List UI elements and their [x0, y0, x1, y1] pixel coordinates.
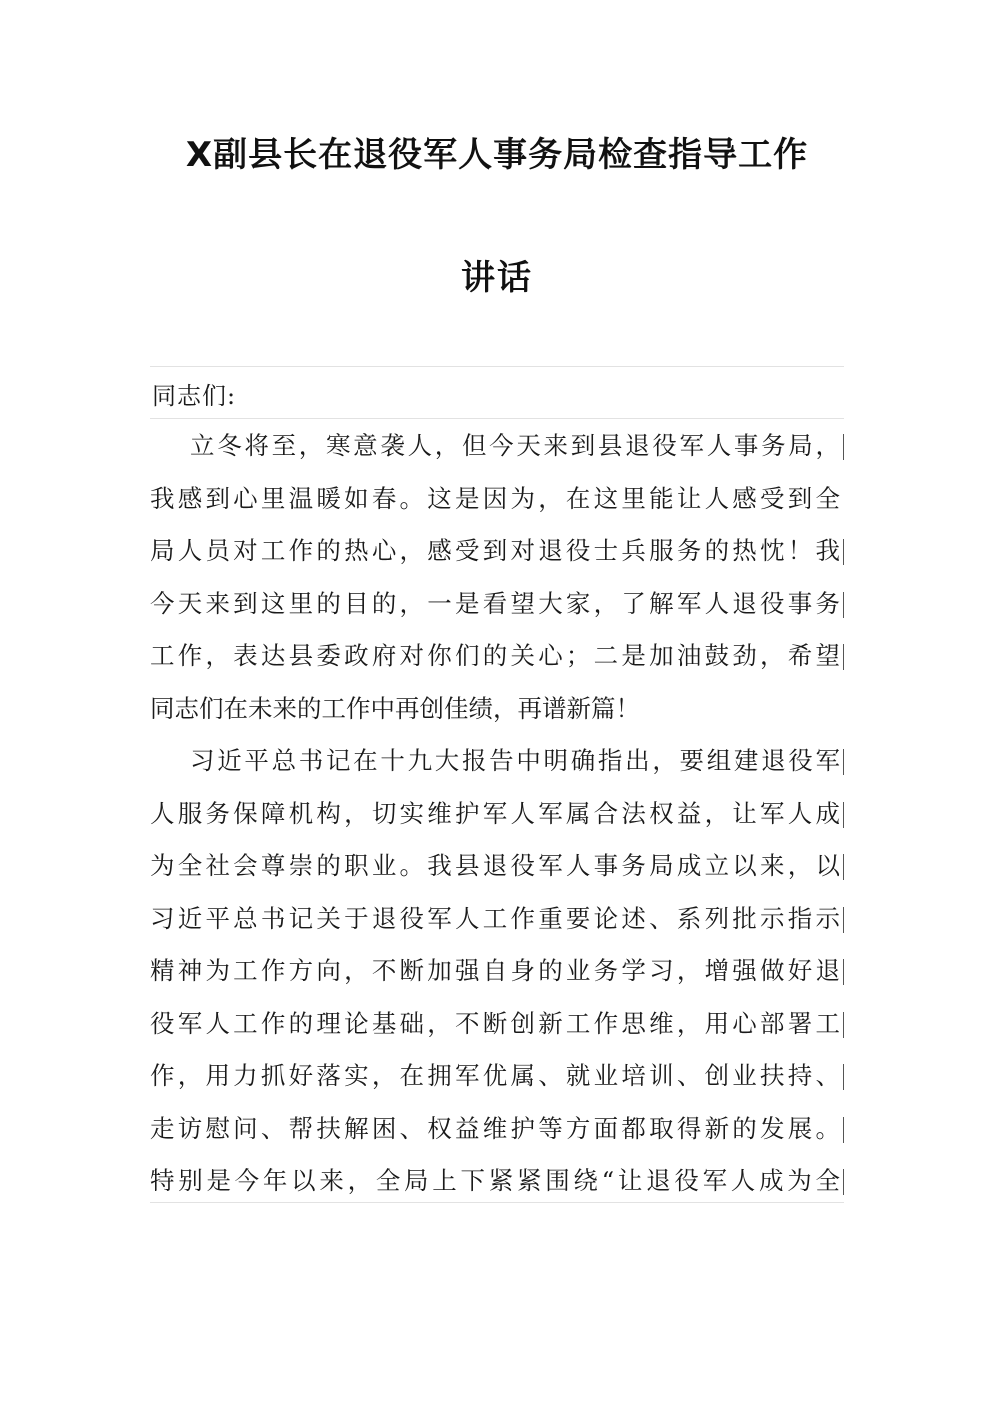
paragraph-line: 作，用力抓好落实，在拥军优属、就业培训、创业扶持、 [150, 1050, 844, 1103]
paragraph-line: 精神为工作方向，不断加强自身的业务学习，增强做好退 [150, 945, 844, 998]
paragraph-1 [150, 420, 844, 735]
paragraph-line: 特别是今年以来，全局上下紧紧围绕“让退役军人成为全 [150, 1155, 844, 1208]
paragraph-line: 今天来到这里的目的，一是看望大家，了解军人退役事务 [150, 578, 844, 631]
salutation: 同志们: [152, 382, 237, 410]
paragraph-line: 工作，表达县委政府对你们的关心；二是加油鼓劲，希望 [150, 630, 844, 683]
paragraph-line: 习近平总书记关于退役军人工作重要论述、系列批示指示 [150, 893, 844, 946]
paragraph-line: 我感到心里温暖如春。这是因为，在这里能让人感受到全 [150, 483, 840, 513]
paragraph-line: 役军人工作的理论基础，不断创新工作思维，用心部署工 [150, 998, 844, 1051]
divider [150, 418, 844, 419]
divider [150, 1202, 844, 1203]
document-title-line-2: 讲话 [461, 258, 533, 298]
paragraph-line: 习近平总书记在十九大报告中明确指出，要组建退役军 [150, 735, 844, 788]
paragraph-line: 局人员对工作的热心，感受到对退役士兵服务的热忱！我 [150, 525, 844, 578]
paragraph-line: 人服务保障机构，切实维护军人军属合法权益，让军人成 [150, 788, 844, 841]
divider [150, 366, 844, 367]
paragraph-line: 立冬将至，寒意袭人，但今天来到县退役军人事务局， [150, 420, 844, 473]
paragraph-line: 为全社会尊崇的职业。我县退役军人事务局成立以来，以 [150, 840, 844, 893]
document-title-line-1: X副县长在退役军人事务局检查指导工作 [185, 135, 809, 175]
paragraph-2 [150, 735, 844, 1208]
paragraph-line: 走访慰问、帮扶解困、权益维护等方面都取得新的发展。 [150, 1103, 844, 1156]
paragraph-line: 同志们在未来的工作中再创佳绩，再谱新篇！ [150, 693, 640, 723]
